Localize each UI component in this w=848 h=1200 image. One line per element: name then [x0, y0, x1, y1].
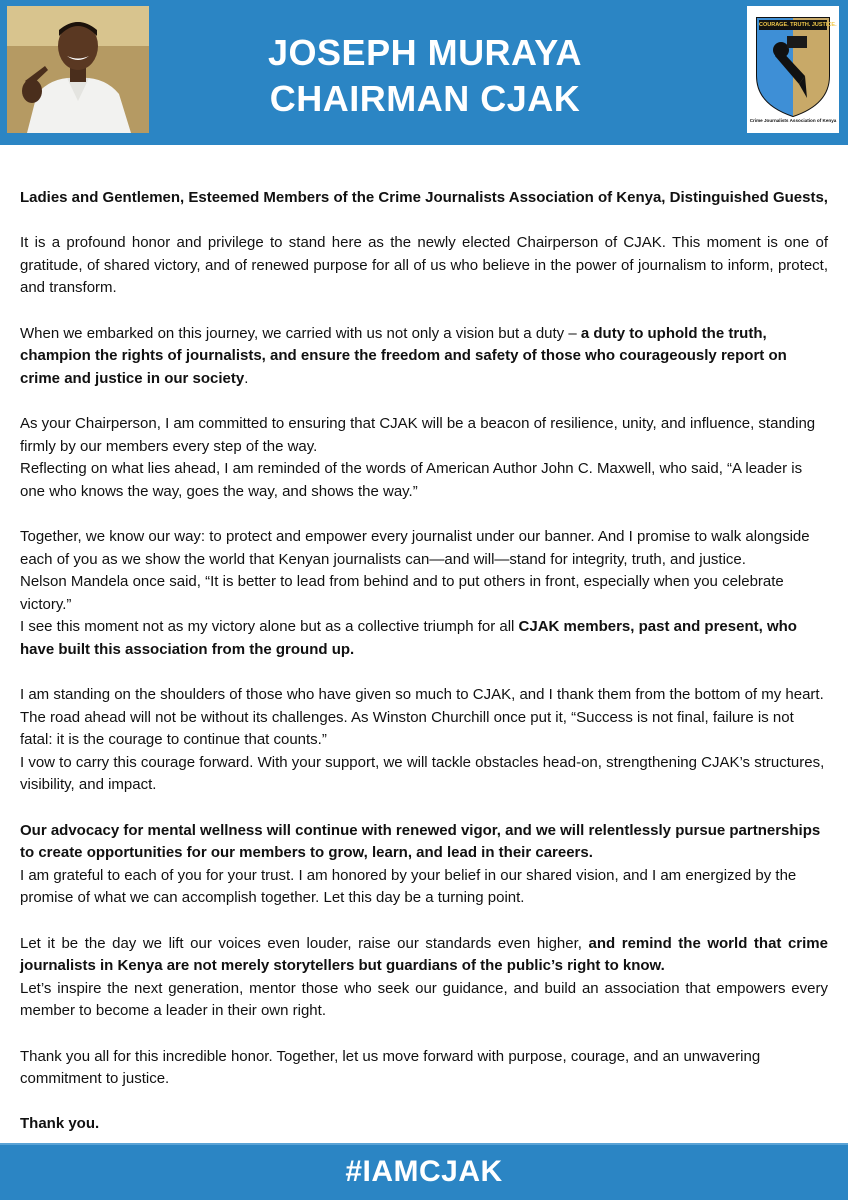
footer-divider: [0, 1143, 848, 1145]
paragraph-2: When we embarked on this journey, we carried with us not only a vision but a duty – a duty to uphold the truth, champion the rights of journalists, and ensure the freedom and safety of those who courageously report on crime and justice in our society.: [20, 324, 787, 387]
logo-organization: Crime Journalists Association of Kenya: [749, 118, 837, 123]
footer-banner: [0, 1143, 848, 1200]
header-title: [180, 30, 670, 122]
paragraph-7a: Let it be the day we lift our voices even louder, raise our standards even higher, and remind the world that crime journalists in Kenya are not merely storytellers but guardians of the public’s right to know.: [20, 934, 828, 975]
salutation: Ladies and Gentlemen, Esteemed Members of the Crime Journalists Association of Kenya, Distinguished Guests,: [20, 189, 828, 206]
paragraph-6a: Our advocacy for mental wellness will continue with renewed vigor, and we will relentlessly pursue partnerships to create opportunities for our members to grow, learn, and lead in their careers.: [20, 821, 821, 862]
paragraph-8: Thank you all for this incredible honor. Together, let us move forward with purpose, courage, and an unwavering commitment to justice.: [20, 1047, 761, 1088]
paragraph-1: It is a profound honor and privilege to stand here as the newly elected Chairperson of CJAK. This moment is one of gratitude, of shared victory, and of renewed purpose for all of us who believe in the power of journalism to inform, protect, and transform.: [20, 234, 828, 297]
paragraph-5a: I am standing on the shoulders of those who have given so much to CJAK, and I thank them from the bottom of my heart.: [20, 686, 824, 704]
paragraph-4a: Together, we know our way: to protect and empower every journalist under our banner. And I promise to walk alongside each of you as we show the world that Kenyan journalists can—and will—stand for integrity, truth, and justice.: [20, 527, 810, 568]
paragraph-3b: Reflecting on what lies ahead, I am reminded of the words of American Author John C. Maxwell, who said, “A leader is one who knows the way, goes the way, and shows the way.”: [20, 460, 803, 500]
speech-body: [20, 187, 828, 1159]
paragraph-5b: The road ahead will not be without its challenges. As Winston Churchill once put it, “Success is not final, failure is not fatal: it is the courage to continue that counts.”: [20, 708, 794, 749]
paragraph-4c: I see this moment not as my victory alone but as a collective triumph for all CJAK members, past and present, who have built this association from the ground up.: [20, 618, 797, 658]
paragraph-4b: Nelson Mandela once said, “It is better to lead from behind and to put others in front, especially when you celebrate victory.”: [20, 573, 784, 613]
header-banner: [0, 0, 848, 145]
paragraph-3a: As your Chairperson, I am committed to ensuring that CJAK will be a beacon of resilience, unity, and influence, standing firmly by our members every step of the way.: [20, 414, 816, 455]
paragraph-5c: I vow to carry this courage forward. With your support, we will tackle obstacles head-on, strengthening CJAK’s structures, visibility, and impact.: [20, 753, 825, 794]
chairman-portrait: [7, 6, 149, 133]
speaker-name: JOSEPH MURAYA: [268, 32, 582, 73]
paragraph-7b: Let’s inspire the next generation, mentor those who seek our guidance, and build an association that empowers every member to become a leader in their own right.: [20, 979, 828, 1020]
portrait-illustration: [7, 6, 149, 133]
cjak-logo: [747, 6, 839, 133]
closing: Thank you.: [20, 1115, 100, 1133]
speaker-position: CHAIRMAN CJAK: [269, 78, 581, 119]
logo-motto: COURAGE. TRUTH. JUSTICE.: [759, 22, 837, 28]
footer-hashtag: #IAMCJAK: [345, 1155, 503, 1188]
paragraph-6b: I am grateful to each of you for your trust. I am honored by your belief in our shared vision, and I am energized by the promise of what we can accomplish together. Let this day be a turning point.: [20, 866, 797, 907]
